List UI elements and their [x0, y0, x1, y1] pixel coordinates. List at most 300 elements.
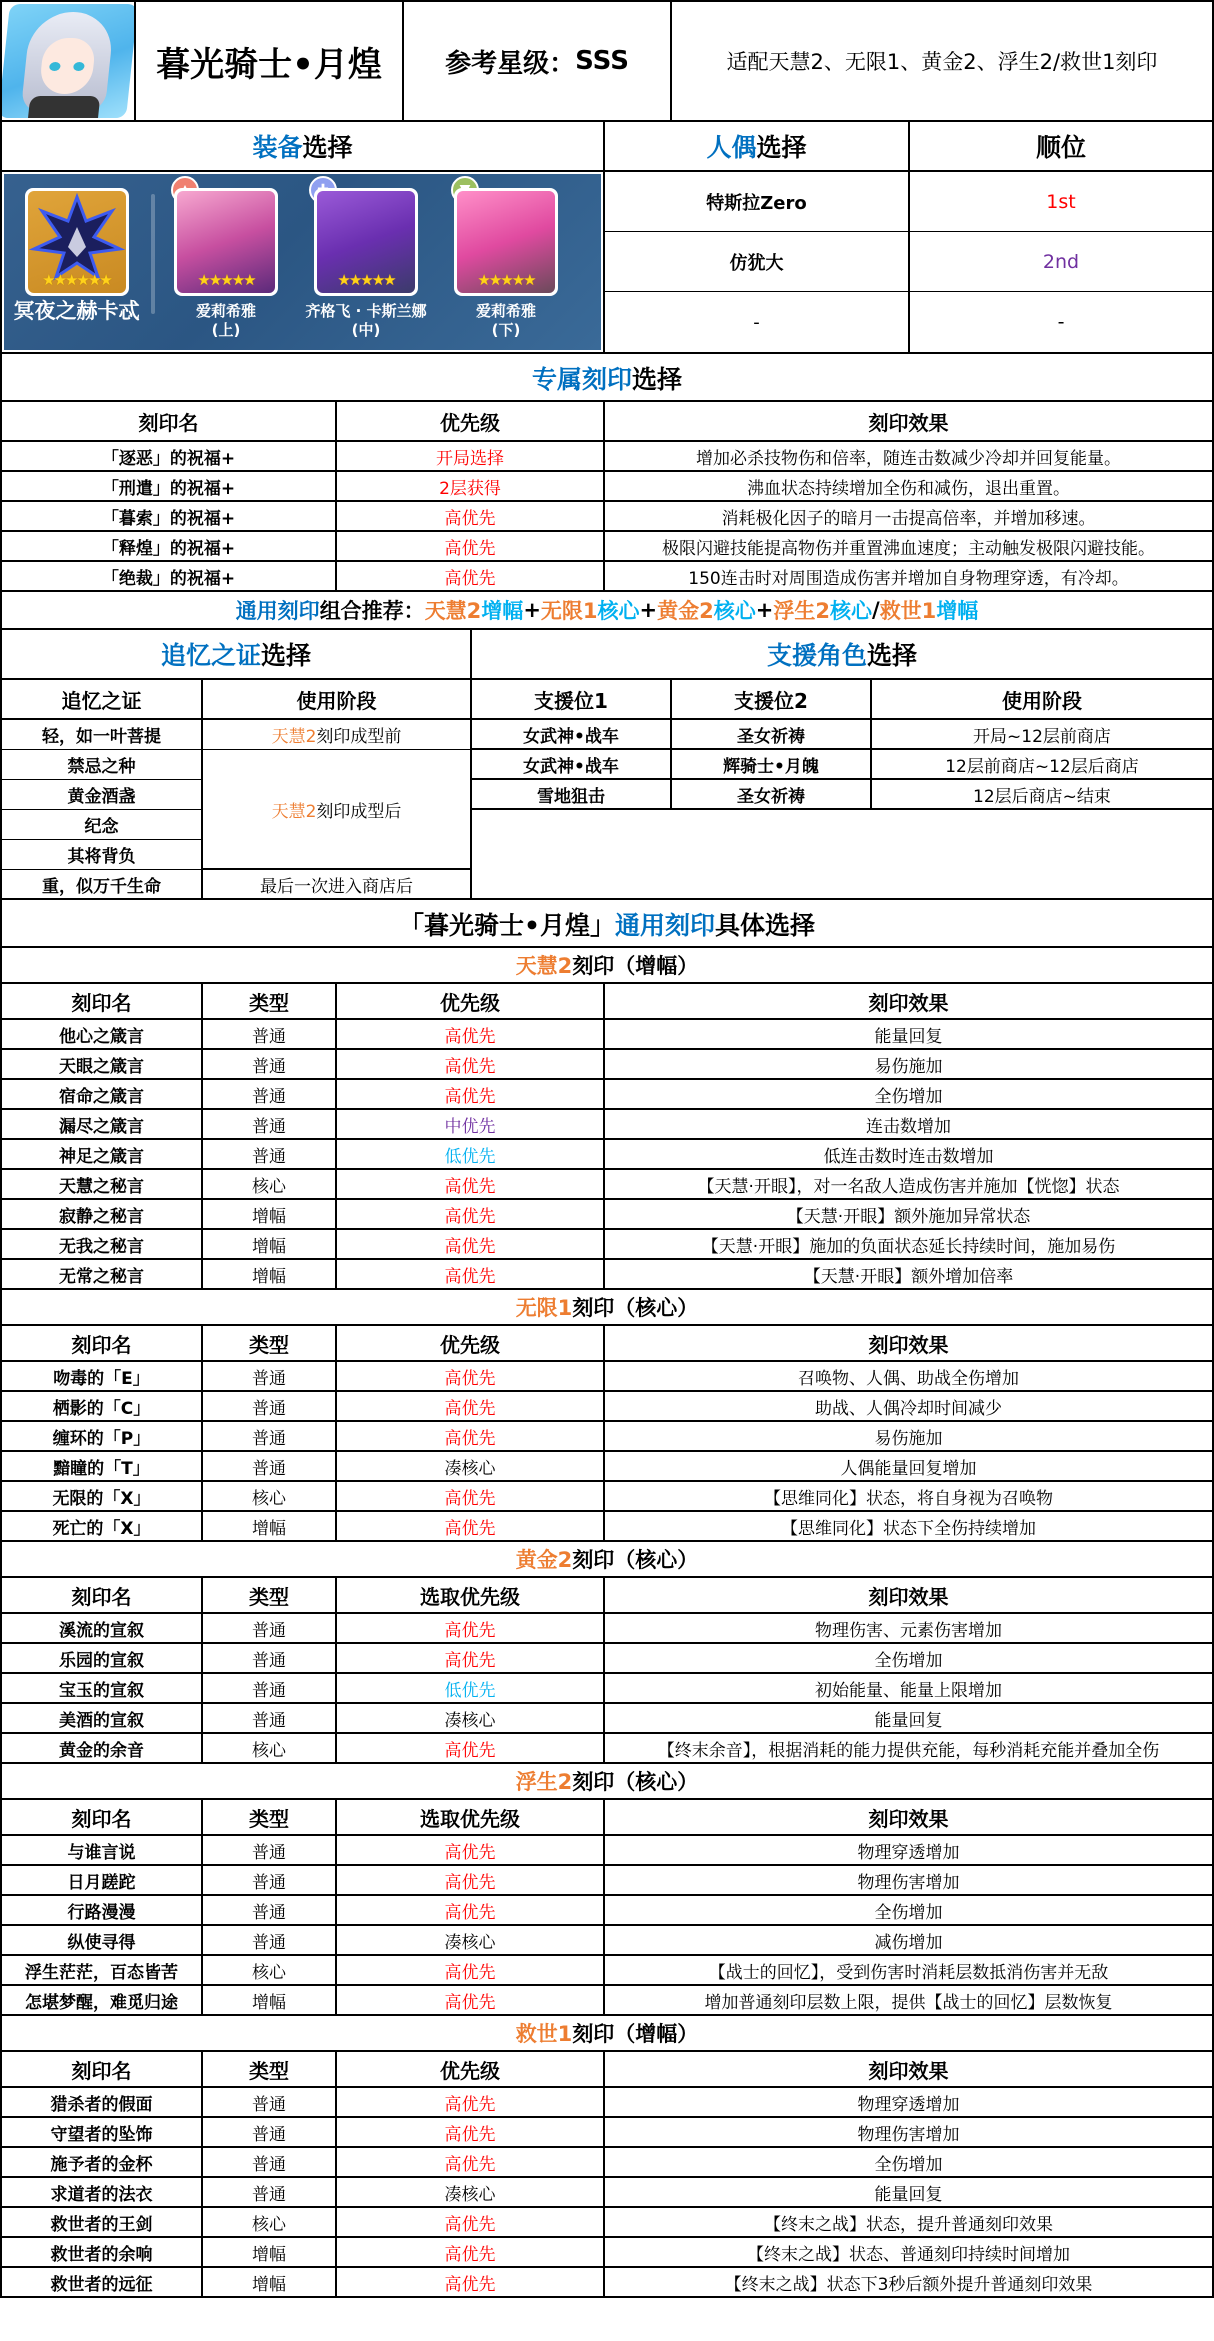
signet-col-header: 刻印效果 [605, 2052, 1214, 2086]
signet-set-header [2, 948, 1214, 984]
signet-name: 黯瞳的「T」 [2, 1452, 203, 1480]
signet-priority: 高优先 [337, 1230, 605, 1258]
set-suffix: 刻印（核心） [572, 1548, 699, 1572]
signet-type: 增幅 [203, 2238, 337, 2266]
general-title-pre: 「暮光骑士•月煌」 [398, 911, 615, 940]
stigma-middle-pos: (中) [351, 321, 381, 339]
signet-type: 普通 [203, 1866, 337, 1894]
signet-type: 普通 [203, 2118, 337, 2146]
support-section [472, 630, 1214, 900]
signet-col-header: 刻印名 [2, 1578, 203, 1612]
stigma-bottom-stars: ★★★★★ [477, 271, 535, 289]
table-row [2, 1896, 1214, 1926]
signet-effect: 150连击时对周围造成伤害并增加自身物理穿透，有冷却。 [605, 562, 1214, 590]
table-row [2, 1020, 1214, 1050]
stigma-middle-name: 齐格飞 · 卡斯兰娜 [305, 302, 427, 320]
combo-part: + [755, 598, 774, 622]
stigma-top-name: 爱莉希雅 [195, 302, 256, 320]
weapon-icon [28, 191, 126, 293]
signet-effect: 能量回复 [605, 1704, 1214, 1732]
signet-name: 死亡的「X」 [2, 1512, 203, 1540]
signet-type: 普通 [203, 1836, 337, 1864]
combo-part: 增幅 [936, 599, 979, 623]
signet-name: 救世者的远征 [2, 2268, 203, 2296]
stage-text: 最后一次进入商店后 [260, 876, 413, 897]
doll-title-black: 选择 [756, 133, 807, 162]
signet-type: 普通 [203, 1926, 337, 1954]
signet-name: 「逐恶」的祝福+ [2, 442, 337, 470]
signet-effect: 【天慧·开眼】额外增加倍率 [605, 1260, 1214, 1288]
signet-set-title [2, 2016, 1214, 2050]
signet-effect: 消耗极化因子的暗月一击提高倍率，并增加移速。 [605, 502, 1214, 530]
signet-priority: 高优先 [337, 1734, 605, 1762]
signet-name: 救世者的余响 [2, 2238, 203, 2266]
signet-col-header: 刻印效果 [605, 984, 1214, 1018]
signet-name: 「绝裁」的祝福+ [2, 562, 337, 590]
signet-type: 核心 [203, 1734, 337, 1762]
table-row [2, 1674, 1214, 1704]
table-row [2, 1836, 1214, 1866]
signet-effect: 物理穿透增加 [605, 2088, 1214, 2116]
doll-name: 仿犹大 [605, 232, 908, 292]
signet-effect: 【终末余音】，根据消耗的能力提供充能，每秒消耗充能并叠加全伤 [605, 1734, 1214, 1762]
table-row [2, 1080, 1214, 1110]
signet-priority: 高优先 [337, 502, 605, 530]
signet-priority: 凑核心 [337, 1704, 605, 1732]
signet-priority: 高优先 [337, 562, 605, 590]
signet-name: 「暮索」的祝福+ [2, 502, 337, 530]
support-stage: 开局~12层前商店 [872, 720, 1214, 748]
support-slot-2: 圣女祈祷 [672, 720, 872, 748]
exclusive-col-header: 刻印名 [2, 402, 337, 440]
set-name: 救世1 [515, 2022, 573, 2046]
signet-effect: 【思维同化】状态，将自身视为召唤物 [605, 1482, 1214, 1510]
elysia-portrait-icon [457, 191, 555, 293]
set-suffix: 刻印（增幅） [572, 954, 699, 978]
signet-name: 溪流的宣叙 [2, 1614, 203, 1642]
combo-label-black: 组合推荐： [319, 599, 425, 623]
stigma-bottom[interactable] [441, 188, 571, 340]
signet-effect: 召唤物、人偶、助战全伤增加 [605, 1362, 1214, 1390]
table-row [2, 1200, 1214, 1230]
memory-support-section [2, 630, 1214, 900]
table-row [2, 1140, 1214, 1170]
signet-name: 缠环的「P」 [2, 1422, 203, 1450]
set-name: 天慧2 [515, 954, 573, 978]
table-row [2, 2238, 1214, 2268]
signet-set-header [2, 1290, 1214, 1326]
memory-stage [203, 870, 472, 900]
signet-type: 增幅 [203, 1200, 337, 1228]
signet-name: 他心之箴言 [2, 1020, 203, 1048]
table-row [2, 1422, 1214, 1452]
doll-title [605, 122, 910, 170]
signet-name: 宝玉的宣叙 [2, 1674, 203, 1702]
exclusive-signet-table [2, 402, 1214, 592]
signet-type: 普通 [203, 1362, 337, 1390]
stigma-top-pos: (上) [211, 321, 241, 339]
signet-priority: 高优先 [337, 1896, 605, 1924]
table-row [2, 1986, 1214, 2016]
signet-effect: 增加必杀技物伤和倍率，随连击数减少冷却并回复能量。 [605, 442, 1214, 470]
signet-effect: 物理伤害、元素伤害增加 [605, 1614, 1214, 1642]
signet-col-header: 刻印名 [2, 984, 203, 1018]
stigma-bottom-name: 爱莉希雅 [475, 302, 536, 320]
memory-item: 重，似万千生命 [2, 870, 203, 900]
signet-effect: 【天慧·开眼】，对一名敌人造成伤害并施加【恍惚】状态 [605, 1170, 1214, 1198]
signet-priority: 高优先 [337, 1644, 605, 1672]
signet-name: 漏尽之箴言 [2, 1110, 203, 1138]
memory-title-blue: 追忆之证 [160, 641, 261, 670]
table-row [2, 1926, 1214, 1956]
doll-rank: - [1057, 311, 1065, 333]
signet-name: 「释煌」的祝福+ [2, 532, 337, 560]
general-title [2, 900, 1214, 948]
signet-name: 美酒的宣叙 [2, 1704, 203, 1732]
signet-type: 增幅 [203, 1260, 337, 1288]
signet-effect: 【战士的回忆】，受到伤害时消耗层数抵消伤害并无敌 [605, 1956, 1214, 1984]
support-slot-2: 辉骑士•月魄 [672, 750, 872, 778]
table-row [2, 472, 1214, 502]
table-row [2, 2118, 1214, 2148]
signet-type: 普通 [203, 1050, 337, 1078]
signet-set-title [2, 948, 1214, 982]
set-name: 浮生2 [515, 1770, 573, 1794]
signet-priority: 高优先 [337, 2148, 605, 2176]
table-row [2, 532, 1214, 562]
signet-effect: 【思维同化】状态下全伤持续增加 [605, 1512, 1214, 1540]
signet-priority: 高优先 [337, 2238, 605, 2266]
rating-label: 参考星级： [445, 48, 576, 79]
signet-type: 增幅 [203, 1230, 337, 1258]
signet-name: 与谁言说 [2, 1836, 203, 1864]
signet-effect: 易伤施加 [605, 1050, 1214, 1078]
signet-name: 吻毒的「E」 [2, 1362, 203, 1390]
signet-priority: 高优先 [337, 1956, 605, 1984]
exclusive-section-header [2, 354, 1214, 402]
signet-name: 守望者的坠饰 [2, 2118, 203, 2146]
table-row [2, 1734, 1214, 1764]
signet-col-header: 刻印名 [2, 1326, 203, 1360]
signet-priority: 低优先 [337, 1674, 605, 1702]
character-name: 暮光骑士•月煌 [136, 2, 404, 120]
stigma-top-stars: ★★★★★ [197, 271, 255, 289]
exclusive-col-header: 刻印效果 [605, 402, 1214, 440]
table-row [2, 1452, 1214, 1482]
signet-name: 栖影的「C」 [2, 1392, 203, 1420]
signet-priority: 高优先 [337, 1512, 605, 1540]
memory-col-header: 追忆之证 [2, 680, 203, 718]
signet-set-title [2, 1290, 1214, 1324]
signet-col-header: 优先级 [337, 984, 605, 1018]
signet-effect: 减伤增加 [605, 1926, 1214, 1954]
signet-type: 普通 [203, 1896, 337, 1924]
character-avatar [2, 2, 136, 120]
signet-priority: 高优先 [337, 1836, 605, 1864]
signet-priority: 开局选择 [337, 442, 605, 470]
signet-priority: 高优先 [337, 1482, 605, 1510]
exclusive-title [2, 354, 1214, 402]
combo-part: / [872, 598, 880, 622]
memory-title-black: 选择 [261, 641, 312, 670]
set-name: 黄金2 [515, 1548, 573, 1572]
stage-signet: 天慧2 [271, 727, 317, 747]
signet-effect: 物理伤害增加 [605, 1866, 1214, 1894]
table-row [2, 1956, 1214, 1986]
rank-title: 顺位 [910, 122, 1214, 170]
stigma-middle[interactable] [291, 188, 441, 340]
signet-priority: 高优先 [337, 2268, 605, 2296]
signet-type: 普通 [203, 1020, 337, 1048]
signet-priority: 高优先 [337, 1080, 605, 1108]
general-section-header [2, 900, 1214, 948]
signet-priority: 高优先 [337, 1422, 605, 1450]
signet-effect: 全伤增加 [605, 2148, 1214, 2176]
signet-type: 核心 [203, 2208, 337, 2236]
signet-col-header: 类型 [203, 1578, 337, 1612]
table-row [2, 1362, 1214, 1392]
table-row [2, 2178, 1214, 2208]
signet-priority: 高优先 [337, 2088, 605, 2116]
divider [151, 194, 155, 314]
exclusive-title-blue: 专属刻印 [531, 365, 632, 394]
signet-name: 日月蹉跎 [2, 1866, 203, 1894]
support-slot-1: 女武神•战车 [472, 750, 672, 778]
memory-item: 黄金酒盏 [2, 780, 203, 810]
support-slot-1: 女武神•战车 [472, 720, 672, 748]
equipment-title-blue: 装备 [252, 133, 303, 162]
signet-col-header: 类型 [203, 2052, 337, 2086]
signet-name: 寂静之秘言 [2, 1200, 203, 1228]
signet-name: 怎堪梦醒，难觅归途 [2, 1986, 203, 2014]
support-slot-2: 圣女祈祷 [672, 780, 872, 808]
signet-priority: 高优先 [337, 2118, 605, 2146]
general-signet-sets [2, 948, 1214, 2298]
doll-name: - [753, 311, 760, 333]
signet-col-header: 刻印效果 [605, 1578, 1214, 1612]
table-row [2, 2148, 1214, 2178]
support-title-black: 选择 [867, 641, 918, 670]
table-row [2, 1260, 1214, 1290]
signet-name: 乐园的宣叙 [2, 1644, 203, 1672]
signet-effect: 极限闪避技能提高物伤并重置沸血速度；主动触发极限闪避技能。 [605, 532, 1214, 560]
memory-item: 轻，如一叶菩提 [2, 720, 203, 750]
combo-text [2, 592, 1214, 628]
memory-stage [203, 750, 472, 870]
rating-value: SSS [575, 46, 629, 76]
equipment-title-black: 选择 [302, 133, 353, 162]
signet-name: 纵使寻得 [2, 1926, 203, 1954]
combo-part: 无限1 [540, 599, 598, 623]
memory-item: 纪念 [2, 810, 203, 840]
support-col-header: 支援位2 [672, 680, 872, 718]
signet-priority: 高优先 [337, 1200, 605, 1228]
table-row [2, 2088, 1214, 2118]
signet-col-header: 选取优先级 [337, 1578, 605, 1612]
doll-list [605, 172, 910, 352]
combo-part: 核心 [713, 599, 756, 623]
memory-item: 禁忌之种 [2, 750, 203, 780]
signet-col-header: 类型 [203, 1800, 337, 1834]
signet-col-header: 刻印名 [2, 1800, 203, 1834]
signet-col-header: 刻印效果 [605, 1800, 1214, 1834]
signet-name: 「刑遣」的祝福+ [2, 472, 337, 500]
stage-signet: 天慧2 [271, 801, 317, 822]
signet-type: 普通 [203, 1674, 337, 1702]
signet-type: 普通 [203, 2148, 337, 2176]
signet-priority: 高优先 [337, 1260, 605, 1288]
table-row [2, 1050, 1214, 1080]
signet-priority: 高优先 [337, 2208, 605, 2236]
weapon-stars: ★★★★★★ [42, 271, 111, 289]
signet-name: 黄金的余音 [2, 1734, 203, 1762]
doll-title-blue: 人偶 [706, 133, 757, 162]
general-title-blue: 通用刻印 [614, 911, 715, 940]
table-row [2, 1110, 1214, 1140]
avatar-portrait-icon [2, 4, 136, 118]
combo-part: 黄金2 [657, 599, 714, 623]
signet-name: 救世者的王剑 [2, 2208, 203, 2236]
signet-priority: 高优先 [337, 1020, 605, 1048]
signet-priority: 高优先 [337, 1986, 605, 2014]
stage-text: 刻印成型前 [316, 727, 402, 747]
stigma-top[interactable] [161, 188, 291, 340]
signet-name: 无常之秘言 [2, 1260, 203, 1288]
signet-effect: 助战、人偶冷却时间减少 [605, 1392, 1214, 1420]
table-row [472, 720, 1214, 750]
support-slot-1: 雪地狙击 [472, 780, 672, 808]
signet-type: 核心 [203, 1956, 337, 1984]
set-name: 无限1 [515, 1296, 573, 1320]
signet-effect: 【终末之战】状态、普通刻印持续时间增加 [605, 2238, 1214, 2266]
signet-priority: 高优先 [337, 1614, 605, 1642]
support-title-blue: 支援角色 [766, 641, 867, 670]
support-title [472, 630, 1214, 678]
table-row [2, 2268, 1214, 2298]
signet-col-header: 类型 [203, 984, 337, 1018]
table-row [2, 1614, 1214, 1644]
elysia-portrait-icon [177, 191, 275, 293]
signet-priority: 高优先 [337, 1866, 605, 1894]
signet-set-header [2, 2016, 1214, 2052]
table-row [472, 780, 1214, 810]
signet-effect: 易伤施加 [605, 1422, 1214, 1450]
signet-type: 增幅 [203, 1986, 337, 2014]
table-row [2, 1644, 1214, 1674]
rank-list [910, 172, 1214, 352]
signet-effect: 能量回复 [605, 1020, 1214, 1048]
doll-rank: 2nd [910, 232, 1212, 292]
signet-priority: 2层获得 [337, 472, 605, 500]
exclusive-title-black: 选择 [632, 365, 683, 394]
signet-name: 行路漫漫 [2, 1896, 203, 1924]
signet-type: 普通 [203, 1614, 337, 1642]
combo-recommendation [2, 592, 1214, 630]
combo-part: + [523, 598, 541, 622]
stigma-bottom-pos: (下) [491, 321, 521, 339]
signet-priority: 低优先 [337, 1140, 605, 1168]
table-row [2, 1392, 1214, 1422]
signet-name: 天眼之箴言 [2, 1050, 203, 1078]
combo-part: 核心 [830, 599, 873, 623]
signet-type: 核心 [203, 1482, 337, 1510]
signet-name: 神足之箴言 [2, 1140, 203, 1168]
signet-type: 普通 [203, 1422, 337, 1450]
memory-title [2, 630, 472, 678]
signet-effect: 全伤增加 [605, 1896, 1214, 1924]
table-row [2, 1170, 1214, 1200]
weapon-item[interactable] [4, 188, 149, 321]
signet-type: 普通 [203, 1140, 337, 1168]
set-suffix: 刻印（核心） [572, 1770, 699, 1794]
signet-type: 普通 [203, 2178, 337, 2206]
combo-part: 救世1 [879, 599, 937, 623]
signet-effect: 【天慧·开眼】施加的负面状态延长持续时间，施加易伤 [605, 1230, 1214, 1258]
rating [404, 2, 672, 120]
memory-section [2, 630, 472, 900]
combo-part: 核心 [597, 599, 640, 623]
signet-type: 增幅 [203, 1512, 337, 1540]
signet-type: 普通 [203, 1452, 337, 1480]
signet-priority: 高优先 [337, 1392, 605, 1420]
signet-effect: 全伤增加 [605, 1080, 1214, 1108]
table-row [2, 1230, 1214, 1260]
signet-effect: 人偶能量回复增加 [605, 1452, 1214, 1480]
weapon-name: 冥夜之赫卡忒 [13, 299, 140, 323]
signet-name: 施予者的金杯 [2, 2148, 203, 2176]
signet-priority: 高优先 [337, 1362, 605, 1390]
equipment-panel [2, 172, 605, 352]
empty-area [472, 810, 1214, 900]
combo-part: 增幅 [481, 599, 524, 623]
support-stage: 12层后商店~结束 [872, 780, 1214, 808]
signet-effect: 【终末之战】状态下3秒后额外提升普通刻印效果 [605, 2268, 1214, 2296]
signet-priority: 凑核心 [337, 2178, 605, 2206]
signet-name: 猎杀者的假面 [2, 2088, 203, 2116]
combo-part: 天慧2 [424, 599, 482, 623]
signet-effect: 初始能量、能量上限增加 [605, 1674, 1214, 1702]
set-suffix: 刻印（核心） [572, 1296, 699, 1320]
table-row [472, 750, 1214, 780]
signet-name: 浮生茫茫，百态皆苦 [2, 1956, 203, 1984]
signet-name: 无我之秘言 [2, 1230, 203, 1258]
equipment-doll-section [2, 172, 1214, 354]
signet-priority: 高优先 [337, 532, 605, 560]
signet-name: 求道者的法衣 [2, 2178, 203, 2206]
support-col-header: 使用阶段 [872, 680, 1214, 718]
signet-priority: 高优先 [337, 1050, 605, 1078]
combo-label-blue: 通用刻印 [235, 599, 320, 623]
signet-col-header: 刻印名 [2, 2052, 203, 2086]
table-row [2, 1482, 1214, 1512]
character-header [2, 2, 1214, 122]
exclusive-col-header: 优先级 [337, 402, 605, 440]
table-row [2, 1866, 1214, 1896]
signet-effect: 【终末之战】状态，提升普通刻印效果 [605, 2208, 1214, 2236]
general-title-black: 具体选择 [714, 911, 815, 940]
signet-effect: 物理穿透增加 [605, 1836, 1214, 1864]
table-row [2, 2208, 1214, 2238]
signet-col-header: 选取优先级 [337, 1800, 605, 1834]
signet-col-header: 类型 [203, 1326, 337, 1360]
combo-part: 浮生2 [773, 599, 831, 623]
equipment-doll-header [2, 122, 1214, 172]
signet-set-header [2, 1764, 1214, 1800]
signet-effect: 【天慧·开眼】额外施加异常状态 [605, 1200, 1214, 1228]
fit-signets-text: 适配天慧2、无限1、黄金2、浮生2/救世1刻印 [672, 2, 1214, 120]
signet-effect: 低连击数时连击数增加 [605, 1140, 1214, 1168]
signet-col-header: 优先级 [337, 1326, 605, 1360]
